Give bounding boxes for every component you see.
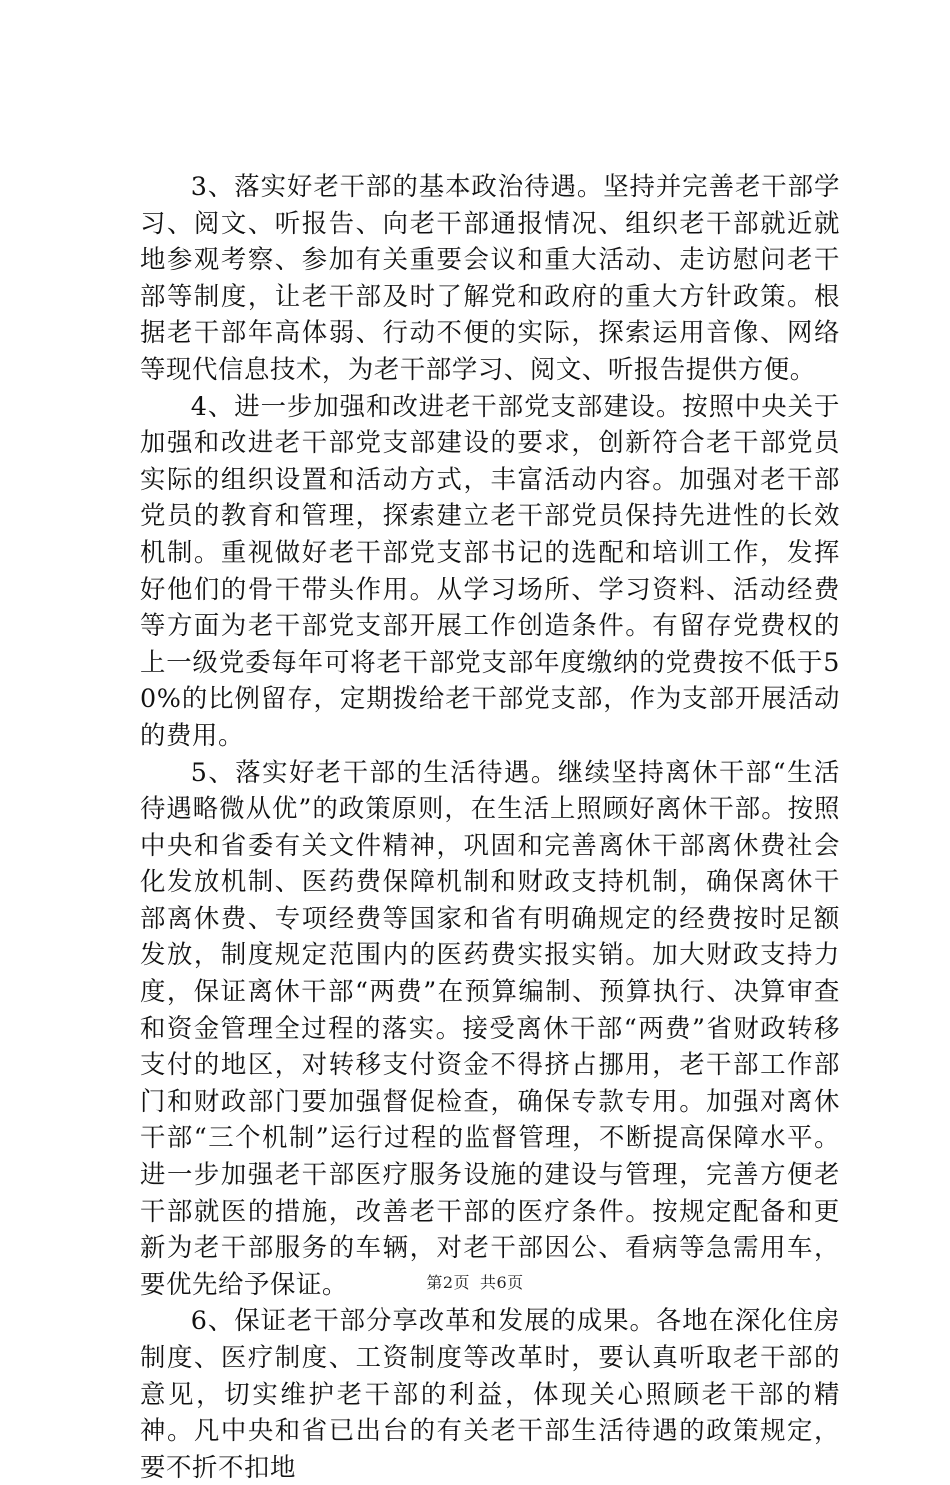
page-footer [0, 1270, 950, 1293]
paragraph-6: 6、保证老干部分享改革和发展的成果。各地在深化住房制度、医疗制度、工资制度等改革时，要认真听取老干部的意见，切实维护老干部的利益，体现关心照顾老干部的精神。凡中央和省已出台的有关老干部生活待遇的政策规定，要不折不扣地 [140, 1305, 840, 1482]
paragraph-4: 4、进一步加强和改进老干部党支部建设。按照中央关于加强和改进老干部党支部建设的要求，创新符合老干部党员实际的组织设置和活动方式，丰富活动内容。加强对老干部党员的教育和管理，探索建立老干部党员保持先进性的长效机制。重视做好老干部党支部书记的选配和培训工作，发挥好他们的骨干带头作用。从学习场所、学习资料、活动经费等方面为老干部党支部开展工作创造条件。有留存党费权的上一级党委每年可将老干部党支部年度缴纳的党费按不低于50%的比例留存，定期拨给老干部党支部，作为支部开展活动的费用。 [140, 390, 840, 750]
paragraph-5: 5、落实好老干部的生活待遇。继续坚持离休干部“生活待遇略微从优”的政策原则，在生活上照顾好离休干部。按照中央和省委有关文件精神，巩固和完善离休干部离休费社会化发放机制、医药费保障机制和财政支持机制，确保离休干部离休费、专项经费等国家和省有明确规定的经费按时足额发放，制度规定范围内的医药费实报实销。加大财政支持力度，保证离休干部“两费”在预算编制、预算执行、决算审查和资金管理全过程的落实。接受离休干部“两费”省财政转移支付的地区，对转移支付资金不得挤占挪用，老干部工作部门和财政部门要加强督促检查，确保专款专用。加强对离休干部“三个机制”运行过程的监督管理，不断提高保障水平。进一步加强老干部医疗服务设施的建设与管理，完善方便老干部就医的措施，改善老干部的医疗条件。按规定配备和更新为老干部服务的车辆，对老干部因公、看病等急需用车，要优先给予保证。 [140, 756, 840, 1299]
paragraph-3: 3、落实好老干部的基本政治待遇。坚持并完善老干部学习、阅文、听报告、向老干部通报情况、组织老干部就近就地参观考察、参加有关重要会议和重大活动、走访慰问老干部等制度，让老干部及时了解党和政府的重大方针政策。根据老干部年高体弱、行动不便的实际，探索运用音像、网络等现代信息技术，为老干部学习、阅文、听报告提供方便。 [140, 171, 840, 384]
page-number: 第2页 [426, 1273, 470, 1292]
page-total: 共6页 [480, 1273, 524, 1292]
